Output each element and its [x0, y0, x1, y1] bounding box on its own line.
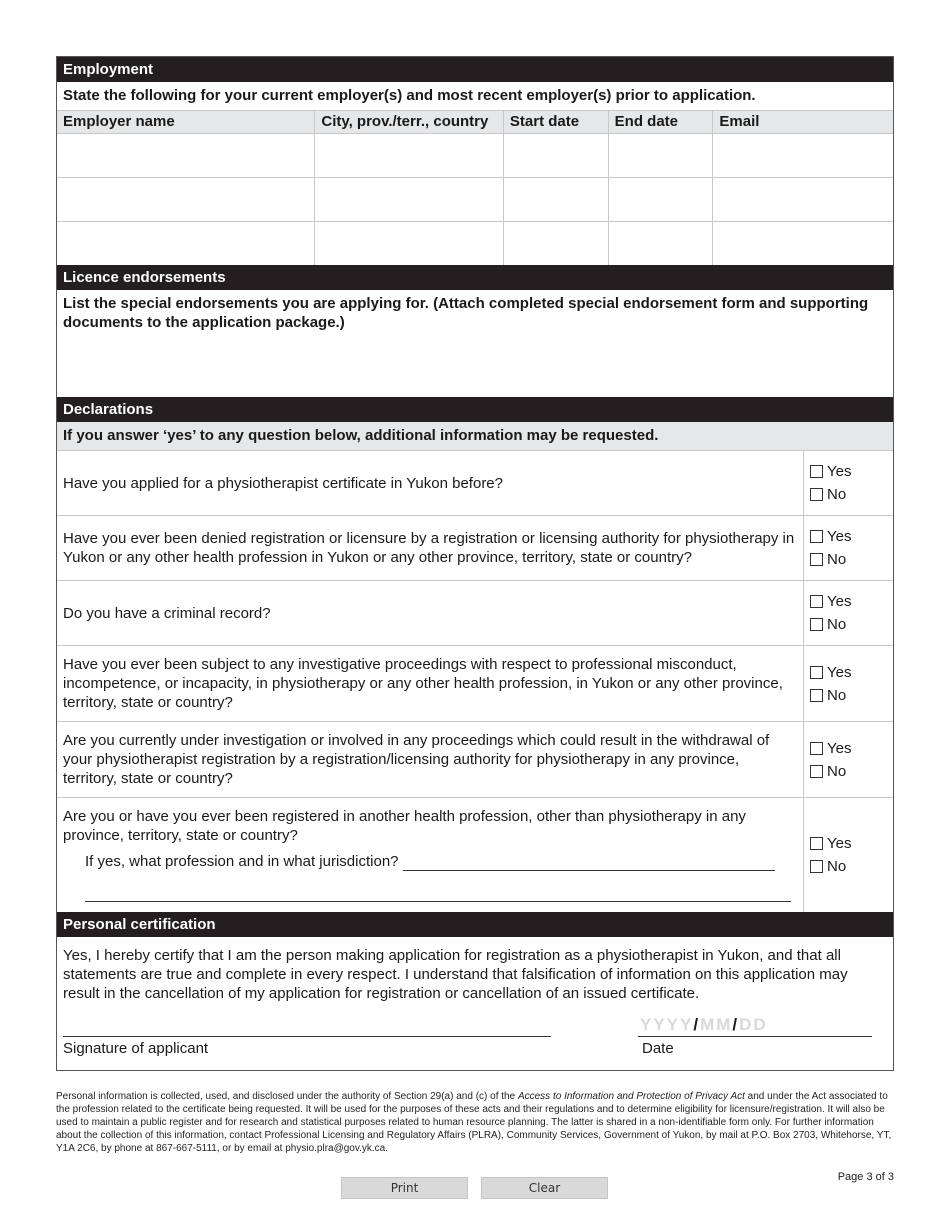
yes-option[interactable]: Yes — [810, 593, 893, 611]
yes-option[interactable]: Yes — [810, 463, 893, 481]
yes-checkbox[interactable] — [810, 742, 823, 755]
end-date-field[interactable] — [615, 178, 713, 221]
profession-answer-line[interactable] — [403, 856, 775, 871]
date-day-placeholder: DD — [739, 1015, 768, 1034]
yes-checkbox[interactable] — [810, 837, 823, 850]
question-text: Do you have a criminal record? — [63, 604, 271, 622]
declaration-row — [57, 580, 893, 645]
date-line — [638, 1036, 872, 1037]
no-option[interactable]: No — [810, 551, 893, 569]
date-label: Date — [642, 1040, 674, 1057]
employer-city-field[interactable] — [321, 178, 503, 221]
yes-checkbox[interactable] — [810, 666, 823, 679]
no-option[interactable]: No — [810, 858, 893, 876]
no-checkbox[interactable] — [810, 488, 823, 501]
privacy-notice: Personal information is collected, used, and disclosed under the authority of Section 29(a) and (c) of the Access to Information and Protection of Privacy Act and under the Act associated to the profession related to the certificate being requested. It will be used for the purposes of these acts and their regulations and to determine eligibility for licensure/registration. It will also be used to maintain a public register and for research and statistical purposes related to human resource planning. The latter is shared in a non-identifiable form only. For further information about the collection of this information, contact Professional Licensing and Regulatory Affairs (PLRA), Community Services, Government of Yukon, by mail at P.O. Box 2703, Whitehorse, YT, Y1A 2C6, by phone at 867-667-5111, or by email at physio.plra@gov.yk.ca. — [56, 1091, 892, 1154]
employer-email-field[interactable] — [719, 222, 893, 265]
question-text: Are you currently under investigation or involved in any proceedings which could result in the withdrawal of your physiotherapist registration by a registration/licensing authority for physiotherapy in any province, territory, state or country? — [63, 732, 770, 787]
jurisdiction-answer-line[interactable] — [85, 887, 791, 902]
employment-header: Employment — [57, 57, 893, 82]
privacy-act-name: Access to Information and Protection of Privacy Act — [517, 1091, 745, 1102]
licence-header: Licence endorsements — [57, 265, 893, 290]
declaration-row — [57, 515, 893, 580]
date-year-placeholder: YYYY — [640, 1015, 694, 1034]
no-checkbox[interactable] — [810, 765, 823, 778]
employment-table-header — [57, 110, 893, 133]
column-end-date: End date — [608, 111, 713, 133]
certification-header: Personal certification — [57, 912, 893, 937]
clear-button[interactable]: Clear — [481, 1177, 608, 1199]
yes-checkbox[interactable] — [810, 465, 823, 478]
employer-city-field[interactable] — [321, 222, 503, 265]
employer-name-field[interactable] — [63, 222, 314, 265]
no-checkbox[interactable] — [810, 860, 823, 873]
declaration-row — [57, 797, 893, 912]
declaration-row — [57, 450, 893, 515]
no-option[interactable]: No — [810, 762, 893, 780]
start-date-field[interactable] — [510, 222, 608, 265]
no-checkbox[interactable] — [810, 618, 823, 631]
column-city: City, prov./terr., country — [314, 111, 503, 133]
declarations-header: Declarations — [57, 397, 893, 422]
employer-email-field[interactable] — [719, 178, 893, 221]
yes-option[interactable]: Yes — [810, 739, 893, 757]
declaration-row — [57, 721, 893, 797]
page-number: Page 3 of 3 — [837, 1171, 894, 1183]
yes-option[interactable]: Yes — [810, 663, 893, 681]
application-form — [56, 56, 894, 1071]
table-row — [57, 133, 893, 177]
yes-checkbox[interactable] — [810, 530, 823, 543]
question-text: Have you ever been denied registration or licensure by a registration or licensing authority for physiotherapy in Yukon or any other health profession in Yukon or any other province, territory, state or country? — [63, 530, 795, 566]
employer-email-field[interactable] — [719, 134, 893, 177]
no-option[interactable]: No — [810, 486, 893, 504]
end-date-field[interactable] — [615, 222, 713, 265]
question-text: Have you ever been subject to any investigative proceedings with respect to professional misconduct, incompetence, or incapacity, in physiotherapy or any other health profession, in Yukon or any other province, territory, state or country? — [63, 656, 783, 711]
column-employer-name: Employer name — [63, 113, 175, 130]
declarations-note: If you answer ‘yes’ to any question below, additional information may be requested. — [57, 422, 893, 450]
signature-area — [57, 1012, 893, 1070]
licence-instruction: List the special endorsements you are applying for. (Attach completed special endorsement form and supporting documents to the application package.) — [63, 295, 869, 331]
yes-option[interactable]: Yes — [810, 835, 893, 853]
date-field[interactable]: YYYY/MM/DD — [640, 1015, 768, 1034]
no-checkbox[interactable] — [810, 553, 823, 566]
start-date-field[interactable] — [510, 178, 608, 221]
signature-label: Signature of applicant — [63, 1040, 209, 1057]
no-option[interactable]: No — [810, 616, 893, 634]
print-button[interactable]: Print — [341, 1177, 468, 1199]
start-date-field[interactable] — [510, 134, 608, 177]
end-date-field[interactable] — [615, 134, 713, 177]
declaration-row — [57, 645, 893, 721]
table-row — [57, 177, 893, 221]
followup-question: If yes, what profession and in what jurisdiction? — [63, 852, 797, 871]
yes-checkbox[interactable] — [810, 595, 823, 608]
endorsements-field[interactable] — [57, 290, 893, 397]
signature-line[interactable] — [63, 1036, 551, 1037]
employment-instruction: State the following for your current employer(s) and most recent employer(s) prior to application. — [63, 87, 756, 104]
column-start-date: Start date — [503, 111, 608, 133]
employer-city-field[interactable] — [321, 134, 503, 177]
no-checkbox[interactable] — [810, 689, 823, 702]
certification-text: Yes, I hereby certify that I am the person making application for registration as a physiotherapist in Yukon, and that all statements are true and complete in every respect. I understand that falsification of information on this application may result in the cancellation of my application for registration or cancellation of an issued certificate. — [63, 947, 848, 1002]
employer-name-field[interactable] — [63, 134, 314, 177]
question-text: Are you or have you ever been registered in another health profession, other than physiotherapy in any province, territory, state or country? — [63, 808, 746, 844]
table-row — [57, 221, 893, 265]
column-email: Email — [712, 111, 893, 133]
employer-name-field[interactable] — [63, 178, 314, 221]
no-option[interactable]: No — [810, 686, 893, 704]
yes-option[interactable]: Yes — [810, 528, 893, 546]
question-text: Have you applied for a physiotherapist certificate in Yukon before? — [63, 474, 503, 492]
date-month-placeholder: MM — [700, 1015, 733, 1034]
